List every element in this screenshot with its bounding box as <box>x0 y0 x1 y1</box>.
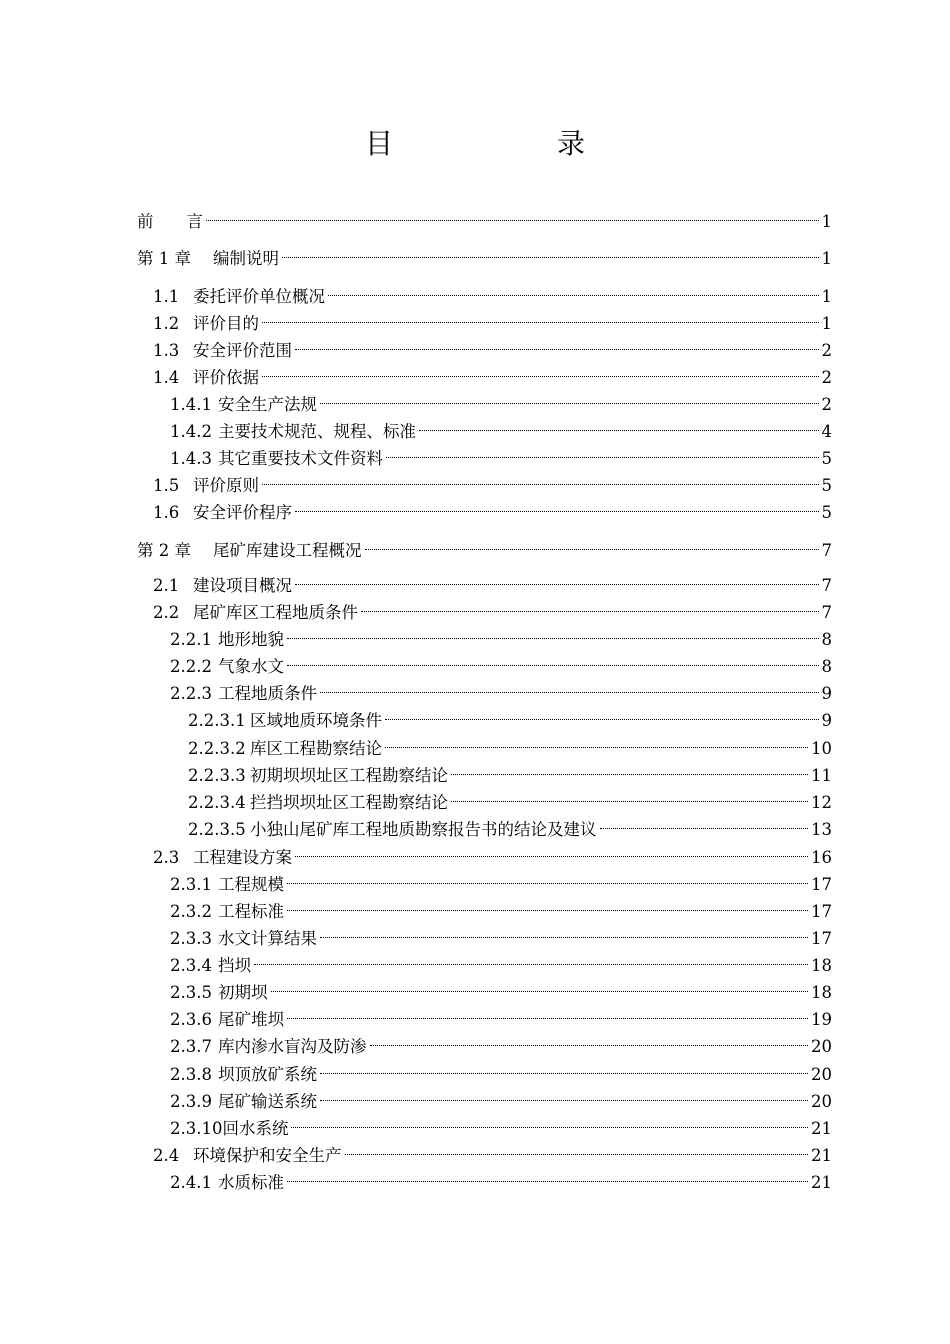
toc-entry-title: 工程建设方案 <box>193 848 292 867</box>
toc-entry-title: 环境保护和安全生产 <box>193 1146 342 1165</box>
toc-entry-number: 1.4.2 <box>170 422 212 441</box>
toc-entry-title: 初期坝 <box>218 983 268 1002</box>
toc-entry-page: 5 <box>821 449 832 468</box>
toc-entry[interactable] <box>137 203 832 231</box>
toc-entry[interactable] <box>153 332 832 360</box>
toc-entry-page: 19 <box>811 1010 832 1029</box>
toc-entry-number: 2.4 <box>153 1146 180 1165</box>
toc-entry-number: 2.2.3.3 <box>188 766 246 785</box>
toc-entry[interactable] <box>188 730 832 758</box>
toc-entry[interactable] <box>137 532 832 560</box>
toc-entry-page: 18 <box>811 956 832 975</box>
toc-entry[interactable] <box>153 1137 832 1165</box>
toc-entry-title: 安全评价程序 <box>193 503 292 522</box>
toc-entry-title: 评价依据 <box>193 368 259 387</box>
toc-leader-dots <box>451 784 808 808</box>
toc-entry-number: 2.1 <box>153 576 180 595</box>
toc-entry-page: 8 <box>821 630 832 649</box>
toc-entry-page: 17 <box>811 929 832 948</box>
toc-entry-page: 9 <box>821 711 832 730</box>
toc-leader-dots <box>262 305 819 329</box>
toc-entry-title: 尾矿输送系统 <box>218 1092 317 1111</box>
toc-entry-title: 拦挡坝坝址区工程勘察结论 <box>250 793 448 812</box>
toc-entry[interactable] <box>170 621 832 649</box>
toc-entry-number: 2.3.3 <box>170 929 212 948</box>
toc-entry-page: 9 <box>821 684 832 703</box>
toc-entry-number: 2.3.8 <box>170 1065 212 1084</box>
toc-entry-page: 10 <box>811 739 832 758</box>
toc-leader-dots <box>295 332 819 356</box>
toc-leader-dots <box>385 702 819 726</box>
toc-entry[interactable] <box>153 278 832 306</box>
toc-entry-title: 其它重要技术文件资料 <box>218 449 383 468</box>
toc-leader-dots <box>254 947 808 971</box>
toc-entry-number: 2.3.10 <box>170 1119 223 1138</box>
toc-entry-number: 2.3 <box>153 848 180 867</box>
toc-entry-page: 21 <box>811 1119 832 1138</box>
toc-entry-number: 2.3.4 <box>170 956 212 975</box>
toc-entry-title: 尾矿库建设工程概况 <box>213 541 362 560</box>
toc-entry-page: 17 <box>811 875 832 894</box>
toc-entry[interactable] <box>170 974 832 1002</box>
toc-entry-number: 1.1 <box>153 287 180 306</box>
toc-leader-dots <box>287 1001 808 1025</box>
toc-entry-page: 2 <box>821 341 832 360</box>
toc-entry-page: 2 <box>821 368 832 387</box>
toc-entry-number: 2.4.1 <box>170 1173 212 1192</box>
toc-leader-dots <box>385 730 808 754</box>
toc-leader-dots <box>282 240 819 264</box>
toc-entry-number: 前 言 <box>137 212 203 231</box>
toc-leader-dots <box>287 648 819 672</box>
toc-leader-dots <box>287 1164 808 1188</box>
toc-leader-dots <box>419 413 819 437</box>
toc-entry[interactable] <box>170 947 832 975</box>
toc-entry-title: 库区工程勘察结论 <box>250 739 382 758</box>
toc-entry-number: 2.3.6 <box>170 1010 212 1029</box>
toc-entry-number: 2.2.3.2 <box>188 739 246 758</box>
toc-entry-page: 17 <box>811 902 832 921</box>
toc-leader-dots <box>295 494 819 518</box>
toc-entry[interactable] <box>170 413 832 441</box>
toc-entry-number: 1.2 <box>153 314 180 333</box>
toc-entry[interactable] <box>188 811 832 839</box>
toc-leader-dots <box>370 1028 809 1052</box>
toc-entry-page: 11 <box>811 766 832 785</box>
toc-entry-title: 挡坝 <box>218 956 251 975</box>
toc-leader-dots <box>320 1083 808 1107</box>
toc-entry-number: 2.2.3.4 <box>188 793 246 812</box>
toc-leader-dots <box>600 811 809 835</box>
toc-entry[interactable] <box>170 386 832 414</box>
toc-entry-page: 18 <box>811 983 832 1002</box>
toc-leader-dots <box>295 839 808 863</box>
toc-entry-number: 1.4.1 <box>170 395 212 414</box>
toc-entry-page: 16 <box>811 848 832 867</box>
toc-leader-dots <box>451 757 808 781</box>
toc-entry-page: 1 <box>821 249 832 268</box>
toc-entry[interactable] <box>170 893 832 921</box>
toc-entry[interactable] <box>170 648 832 676</box>
toc-entry-title: 建设项目概况 <box>193 576 292 595</box>
toc-leader-dots <box>365 532 819 556</box>
toc-entry-number: 1.6 <box>153 503 180 522</box>
toc-entry-title: 小独山尾矿库工程地质勘察报告书的结论及建议 <box>250 820 597 839</box>
toc-entry-title: 工程规模 <box>218 875 284 894</box>
toc-entry-page: 20 <box>811 1065 832 1084</box>
toc-entry-title: 主要技术规范、规程、标准 <box>218 422 416 441</box>
toc-leader-dots <box>320 386 819 410</box>
toc-entry[interactable] <box>170 1028 832 1056</box>
toc-entry[interactable] <box>188 702 832 730</box>
toc-entry-title: 工程地质条件 <box>218 684 317 703</box>
toc-entry-page: 13 <box>811 820 832 839</box>
toc-leader-dots <box>328 278 819 302</box>
toc-entry-number: 1.4.3 <box>170 449 212 468</box>
toc-entry[interactable] <box>153 594 832 622</box>
toc-entry-number: 2.3.7 <box>170 1037 212 1056</box>
toc-entry[interactable] <box>170 1083 832 1111</box>
toc-entry[interactable] <box>153 839 832 867</box>
toc-leader-dots <box>287 621 819 645</box>
toc-leader-dots <box>320 920 808 944</box>
toc-entry-title: 委托评价单位概况 <box>193 287 325 306</box>
toc-entry-number: 第 1 章 <box>137 249 191 268</box>
toc-entry-title: 尾矿堆坝 <box>218 1010 284 1029</box>
toc-entry-title: 水文计算结果 <box>218 929 317 948</box>
toc-entry-title: 地形地貌 <box>218 630 284 649</box>
toc-entry[interactable] <box>170 1056 832 1084</box>
toc-entry-number: 2.3.2 <box>170 902 212 921</box>
toc-entry[interactable] <box>188 784 832 812</box>
toc-entry-title: 工程标准 <box>218 902 284 921</box>
toc-leader-dots <box>271 974 809 998</box>
toc-entry-page: 12 <box>811 793 832 812</box>
toc-entry[interactable] <box>170 866 832 894</box>
toc-entry-number: 2.2.3.1 <box>188 711 246 730</box>
toc-entry-title: 初期坝坝址区工程勘察结论 <box>250 766 448 785</box>
toc-entry-number: 2.2 <box>153 603 180 622</box>
toc-entry-page: 21 <box>811 1173 832 1192</box>
toc-entry-title: 区域地质环境条件 <box>250 711 382 730</box>
toc-leader-dots <box>262 359 819 383</box>
toc-entry-title: 库内渗水盲沟及防渗 <box>218 1037 367 1056</box>
toc-entry-number: 2.2.1 <box>170 630 212 649</box>
toc-entry-page: 1 <box>821 287 832 306</box>
toc-entry[interactable] <box>170 1164 832 1192</box>
toc-entry-title: 坝顶放矿系统 <box>218 1065 317 1084</box>
toc-entry[interactable] <box>137 240 832 268</box>
toc-entry-title: 评价目的 <box>193 314 259 333</box>
toc-entry[interactable] <box>188 757 832 785</box>
toc-entry-number: 2.3.1 <box>170 875 212 894</box>
toc-entry-page: 7 <box>821 541 832 560</box>
toc-leader-dots <box>320 675 819 699</box>
toc-entry-number: 第 2 章 <box>137 541 191 560</box>
toc-entry-number: 2.3.9 <box>170 1092 212 1111</box>
toc-entry-page: 4 <box>821 422 832 441</box>
toc-entry[interactable] <box>153 567 832 595</box>
toc-leader-dots <box>295 567 819 591</box>
toc-leader-dots <box>386 440 819 464</box>
toc-entry-title: 尾矿库区工程地质条件 <box>193 603 358 622</box>
toc-entry[interactable] <box>170 920 832 948</box>
toc-entry-number: 2.2.2 <box>170 657 212 676</box>
page-title: 目 录 <box>364 127 653 160</box>
toc-entry-title: 安全评价范围 <box>193 341 292 360</box>
toc-entry-page: 21 <box>811 1146 832 1165</box>
toc-leader-dots <box>287 866 808 890</box>
toc-entry-number: 2.2.3.5 <box>188 820 246 839</box>
toc-entry-page: 8 <box>821 657 832 676</box>
toc-entry-title: 编制说明 <box>213 249 279 268</box>
toc-entry-page: 5 <box>821 476 832 495</box>
toc-entry[interactable] <box>153 494 832 522</box>
toc-entry-title: 评价原则 <box>193 476 259 495</box>
toc-entry[interactable] <box>170 440 832 468</box>
toc-entry-page: 20 <box>811 1092 832 1111</box>
toc-leader-dots <box>287 893 808 917</box>
toc-entry-title: 气象水文 <box>218 657 284 676</box>
toc-entry-number: 2.2.3 <box>170 684 212 703</box>
toc-entry[interactable] <box>153 305 832 333</box>
toc-entry-title: 回水系统 <box>222 1119 289 1138</box>
toc-leader-dots <box>206 203 819 227</box>
toc-entry[interactable] <box>170 1001 832 1029</box>
toc-entry-page: 7 <box>821 576 832 595</box>
toc-leader-dots <box>262 467 819 491</box>
toc-entry-number: 1.5 <box>153 476 180 495</box>
toc-entry-number: 2.3.5 <box>170 983 212 1002</box>
toc-leader-dots <box>345 1137 809 1161</box>
toc-entry-page: 20 <box>811 1037 832 1056</box>
toc-entry[interactable] <box>170 1110 832 1138</box>
toc-entry-page: 7 <box>821 603 832 622</box>
toc-entry[interactable] <box>170 675 832 703</box>
toc-leader-dots <box>361 594 819 618</box>
toc-entry-number: 1.3 <box>153 341 180 360</box>
toc-entry-page: 2 <box>821 395 832 414</box>
toc-entry-page: 1 <box>821 314 832 333</box>
toc-leader-dots <box>320 1056 808 1080</box>
toc-entry[interactable] <box>153 467 832 495</box>
toc-entry-page: 1 <box>821 212 832 231</box>
toc-entry-number: 1.4 <box>153 368 180 387</box>
toc-entry[interactable] <box>153 359 832 387</box>
toc-leader-dots <box>291 1110 808 1134</box>
toc-entry-page: 5 <box>821 503 832 522</box>
toc-entry-title: 安全生产法规 <box>218 395 317 414</box>
toc-entry-title: 水质标准 <box>218 1173 284 1192</box>
